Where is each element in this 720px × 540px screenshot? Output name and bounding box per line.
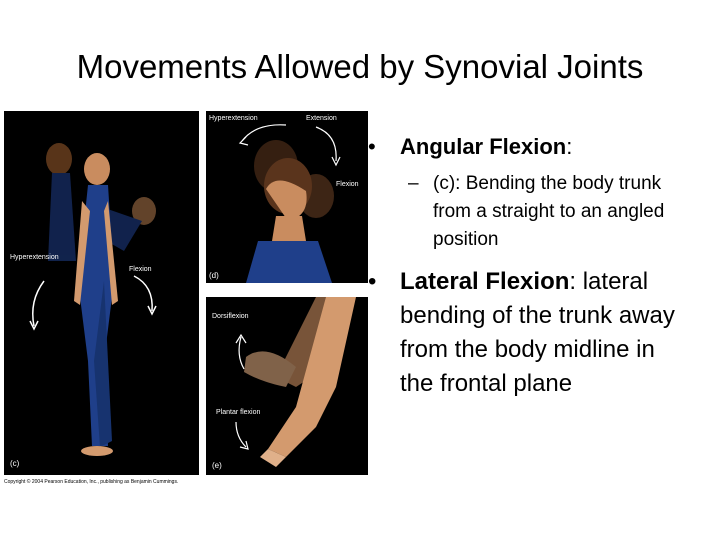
dorsiflexion-label: Dorsiflexion [212, 313, 249, 320]
bullet-rest: : lateral bending of the trunk away from the body midline in the frontal plane [400, 268, 675, 397]
term-angular-flexion: Angular Flexion [400, 134, 567, 159]
trunk-flexion-illustration [4, 111, 199, 475]
bullet-marker: • [368, 268, 377, 295]
sub-bullet-marker: – [408, 173, 419, 194]
term-lateral-flexion: Lateral Flexion [400, 268, 570, 295]
photo-panel-d [206, 111, 368, 283]
panel-letter-c: (c) [10, 459, 20, 468]
plantar-flexion-label: Plantar flexion [216, 409, 261, 416]
photo-panel-c [4, 111, 199, 475]
sub-bullet-text: (c): Bending the body trunk from a straight to an angled position [433, 173, 665, 250]
ankle-flexion-illustration [206, 297, 368, 475]
hyperextension-label-d: Hyperextension [209, 115, 258, 122]
slide-title: Movements Allowed by Synovial Joints [76, 48, 644, 85]
neck-flexion-illustration [206, 111, 368, 283]
bullet-text [400, 265, 690, 401]
hyperextension-label: Hyperextension [10, 254, 59, 261]
bullet-marker: • [368, 134, 376, 159]
photo-panel-e [206, 297, 368, 475]
figure-copyright: Copyright © 2004 Pearson Education, Inc., publishing as Benjamin Cummings. [4, 479, 179, 485]
bullet-rest: : [566, 134, 573, 159]
flexion-label-d: Flexion [336, 181, 359, 188]
panel-letter-d: (d) [209, 271, 219, 280]
flexion-label: Flexion [129, 266, 152, 273]
extension-label: Extension [306, 115, 337, 122]
bullet-text [400, 132, 572, 162]
panel-letter-e: (e) [212, 461, 222, 470]
